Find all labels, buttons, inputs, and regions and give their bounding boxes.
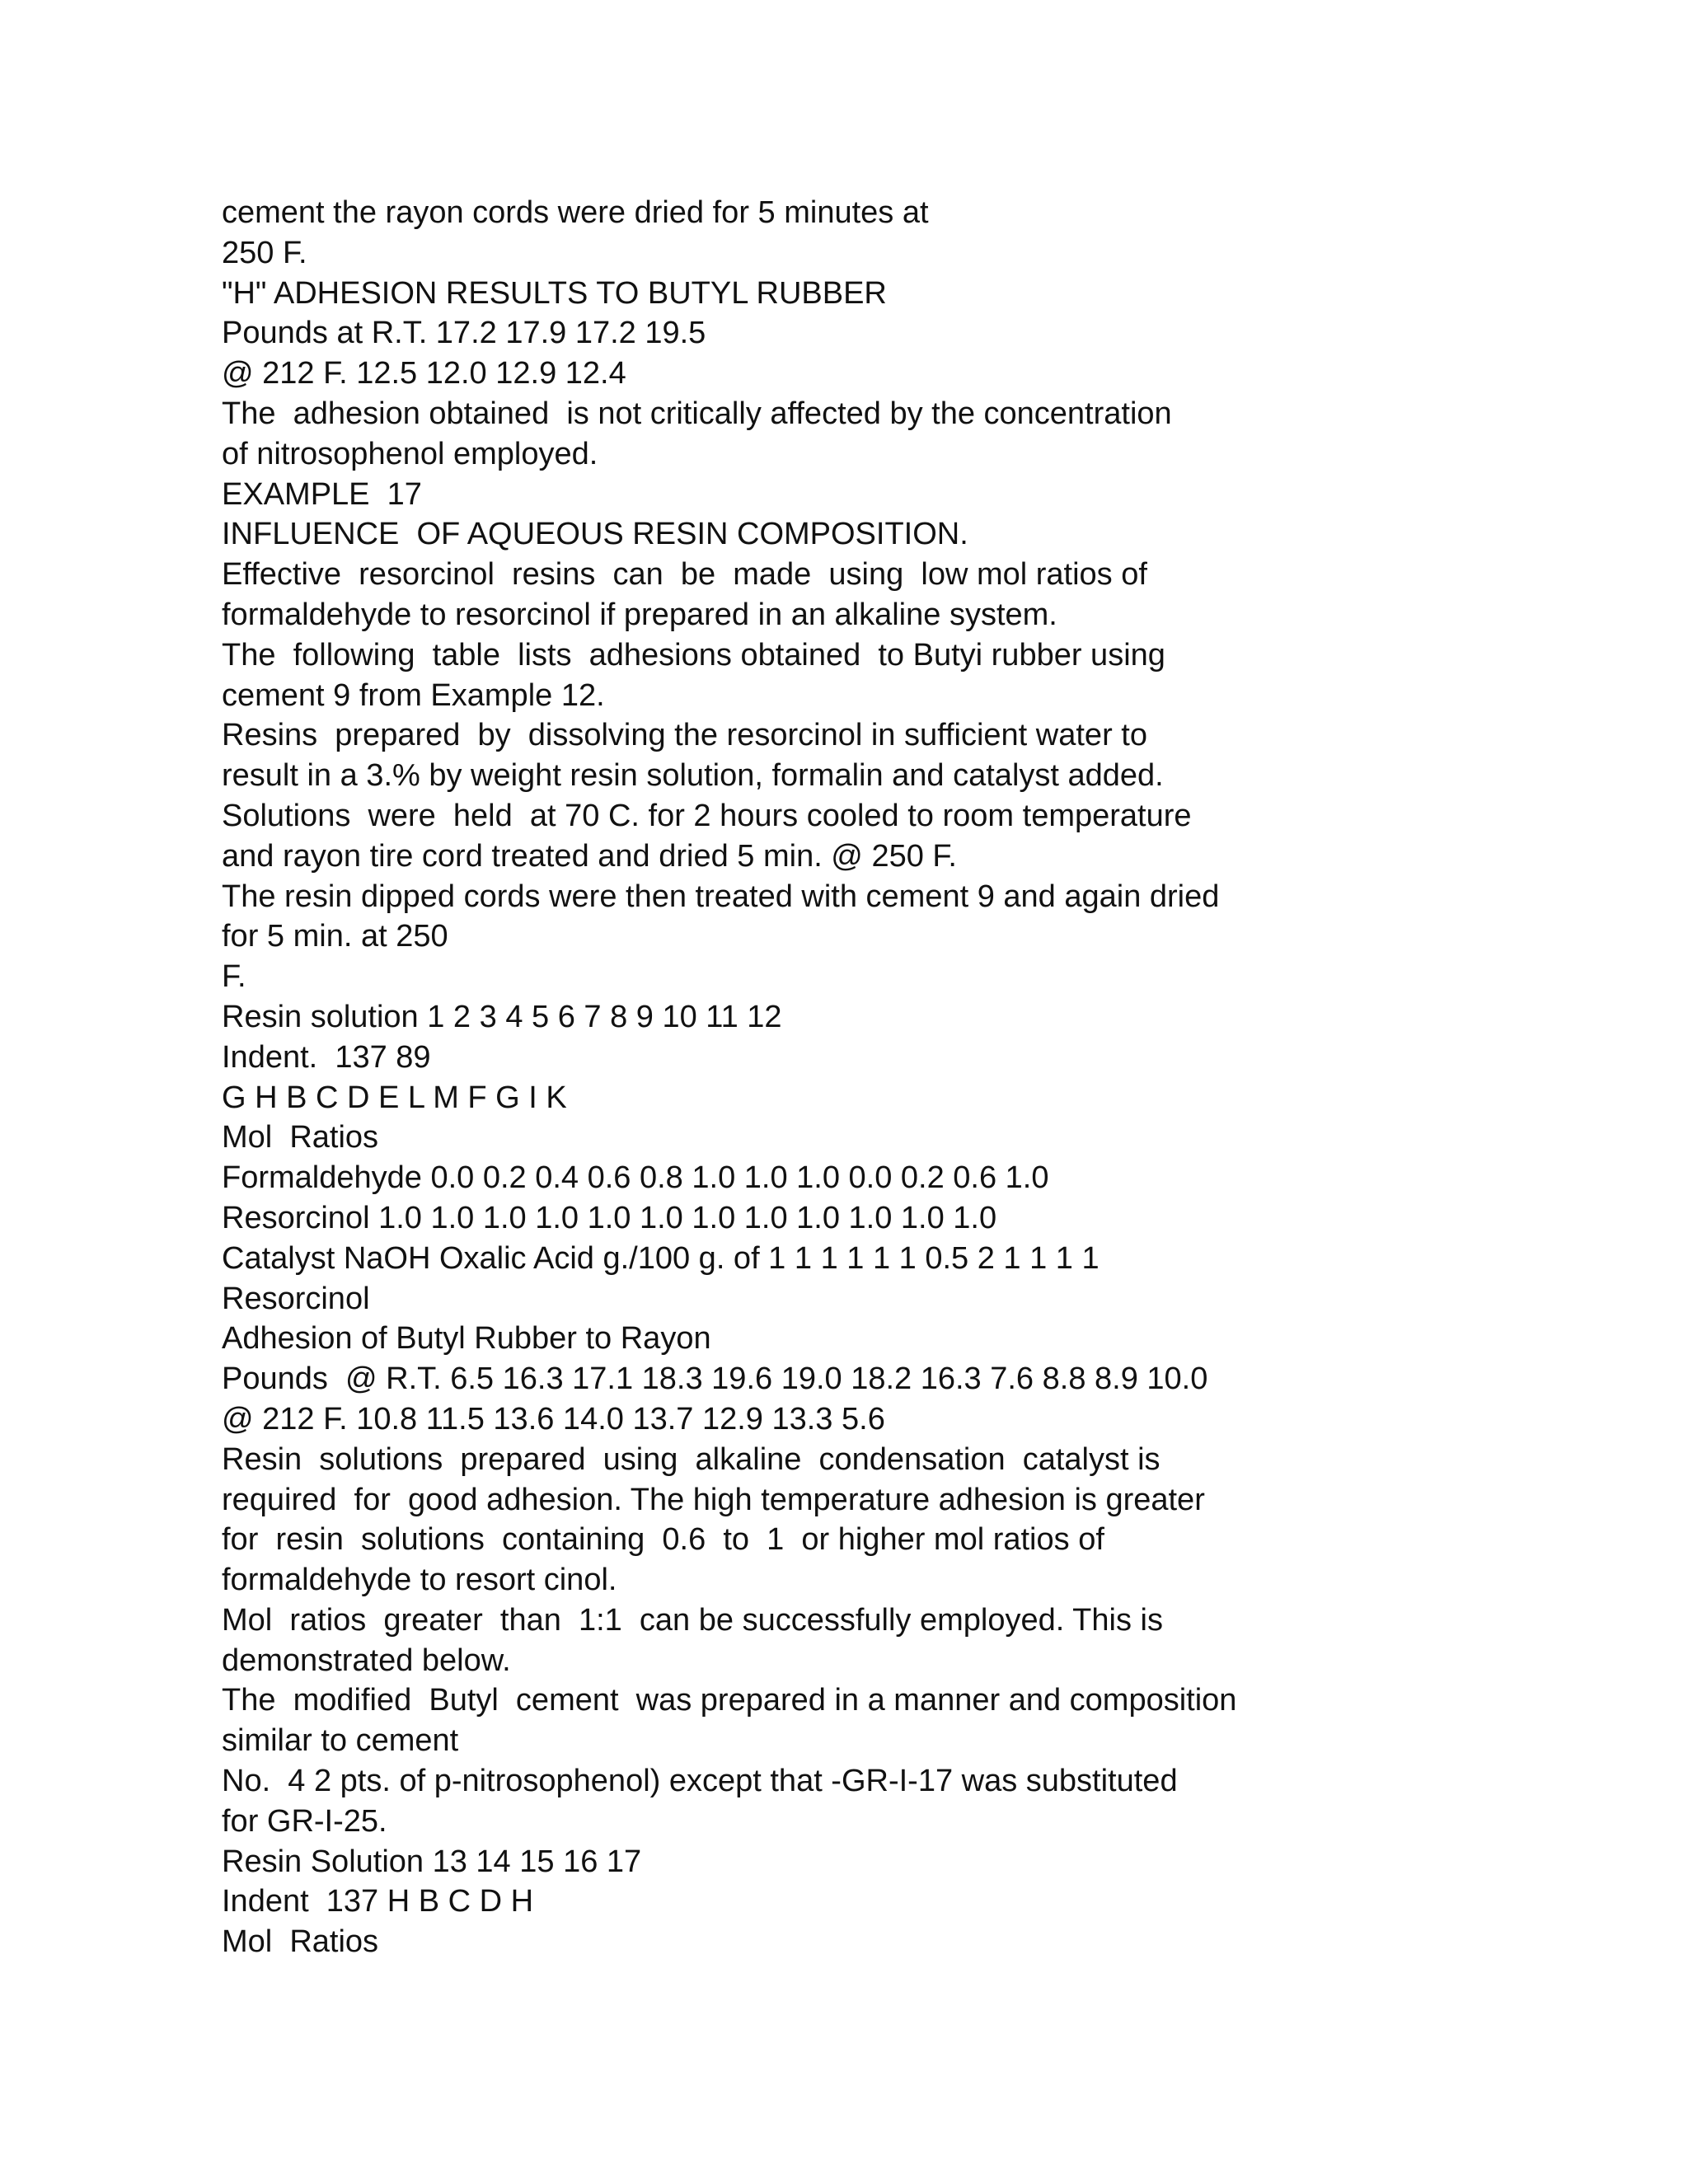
table-row: G H B C D E L M F G I K xyxy=(222,1080,567,1115)
table-row: Formaldehyde 0.0 0.2 0.4 0.6 0.8 1.0 1.0 1.0 0.0 0.2 0.6 1.0 xyxy=(222,1160,1049,1196)
section-heading: INFLUENCE OF AQUEOUS RESIN COMPOSITION. xyxy=(222,517,968,552)
text-line: for GR-I-25. xyxy=(222,1803,387,1839)
text-line: Mol ratios greater than 1:1 can be successfully employed. This is xyxy=(222,1602,1163,1638)
table-row: Catalyst NaOH Oxalic Acid g./100 g. of 1 1 1 1 1 1 0.5 2 1 1 1 1 xyxy=(222,1240,1100,1276)
text-line: result in a 3.% by weight resin solution, formalin and catalyst added. xyxy=(222,758,1164,794)
text-line: formaldehyde to resorcinol if prepared in an alkaline system. xyxy=(222,597,1057,632)
table-row: Resin Solution 13 14 15 16 17 xyxy=(222,1844,642,1879)
text-line: for 5 min. at 250 xyxy=(222,919,448,954)
table-row: Indent 137 H B C D H xyxy=(222,1884,534,1919)
table-row: Resorcinol 1.0 1.0 1.0 1.0 1.0 1.0 1.0 1.0 1.0 1.0 1.0 1.0 xyxy=(222,1200,997,1235)
text-line: Resin solutions prepared using alkaline condensation catalyst is xyxy=(222,1441,1160,1477)
text-line: and rayon tire cord treated and dried 5 min. @ 250 F. xyxy=(222,838,957,874)
text-line: The resin dipped cords were then treated with cement 9 and again dried xyxy=(222,879,1220,914)
table-row: Resorcinol xyxy=(222,1281,370,1316)
table-row: Indent. 137 89 xyxy=(222,1039,431,1075)
text-line: F. xyxy=(222,959,246,995)
table-row: Mol Ratios xyxy=(222,1120,379,1155)
text-line: required for good adhesion. The high temperature adhesion is greater xyxy=(222,1482,1205,1517)
text-line: formaldehyde to resort cinol. xyxy=(222,1563,617,1598)
table-row: Mol Ratios xyxy=(222,1924,379,1960)
text-line: Solutions were held at 70 C. for 2 hours cooled to room temperature xyxy=(222,798,1192,833)
section-heading: "H" ADHESION RESULTS TO BUTYL RUBBER xyxy=(222,275,887,311)
text-line: cement 9 from Example 12. xyxy=(222,677,605,713)
text-line: The adhesion obtained is not critically affected by the concentration xyxy=(222,396,1172,431)
table-row: Pounds @ R.T. 6.5 16.3 17.1 18.3 19.6 19.0 18.2 16.3 7.6 8.8 8.9 10.0 xyxy=(222,1361,1208,1397)
text-line: 250 F. xyxy=(222,235,307,270)
example-heading: EXAMPLE 17 xyxy=(222,476,422,512)
table-row: Adhesion of Butyl Rubber to Rayon xyxy=(222,1321,711,1357)
text-line: Effective resorcinol resins can be made using low mol ratios of xyxy=(222,557,1147,593)
text-line: Resins prepared by dissolving the resorcinol in sufficient water to xyxy=(222,718,1147,753)
text-line: No. 4 2 pts. of p-nitrosophenol) except that -GR-I-17 was substituted xyxy=(222,1764,1178,1799)
body-text xyxy=(222,193,1639,1962)
text-line: The following table lists adhesions obtained to Butyi rubber using xyxy=(222,637,1165,673)
text-line: demonstrated below. xyxy=(222,1643,511,1678)
text-line: of nitrosophenol employed. xyxy=(222,436,598,471)
text-line: similar to cement xyxy=(222,1723,459,1759)
text-line: Pounds at R.T. 17.2 17.9 17.2 19.5 xyxy=(222,316,706,351)
text-line: The modified Butyl cement was prepared in a manner and composition xyxy=(222,1683,1237,1718)
text-line: for resin solutions containing 0.6 to 1 or higher mol ratios of xyxy=(222,1522,1104,1558)
text-line: cement the rayon cords were dried for 5 minutes at xyxy=(222,195,929,230)
table-row: @ 212 F. 10.8 11.5 13.6 14.0 13.7 12.9 13.3 5.6 xyxy=(222,1401,885,1436)
table-row: Resin solution 1 2 3 4 5 6 7 8 9 10 11 12 xyxy=(222,999,782,1034)
text-line: @ 212 F. 12.5 12.0 12.9 12.4 xyxy=(222,356,626,391)
